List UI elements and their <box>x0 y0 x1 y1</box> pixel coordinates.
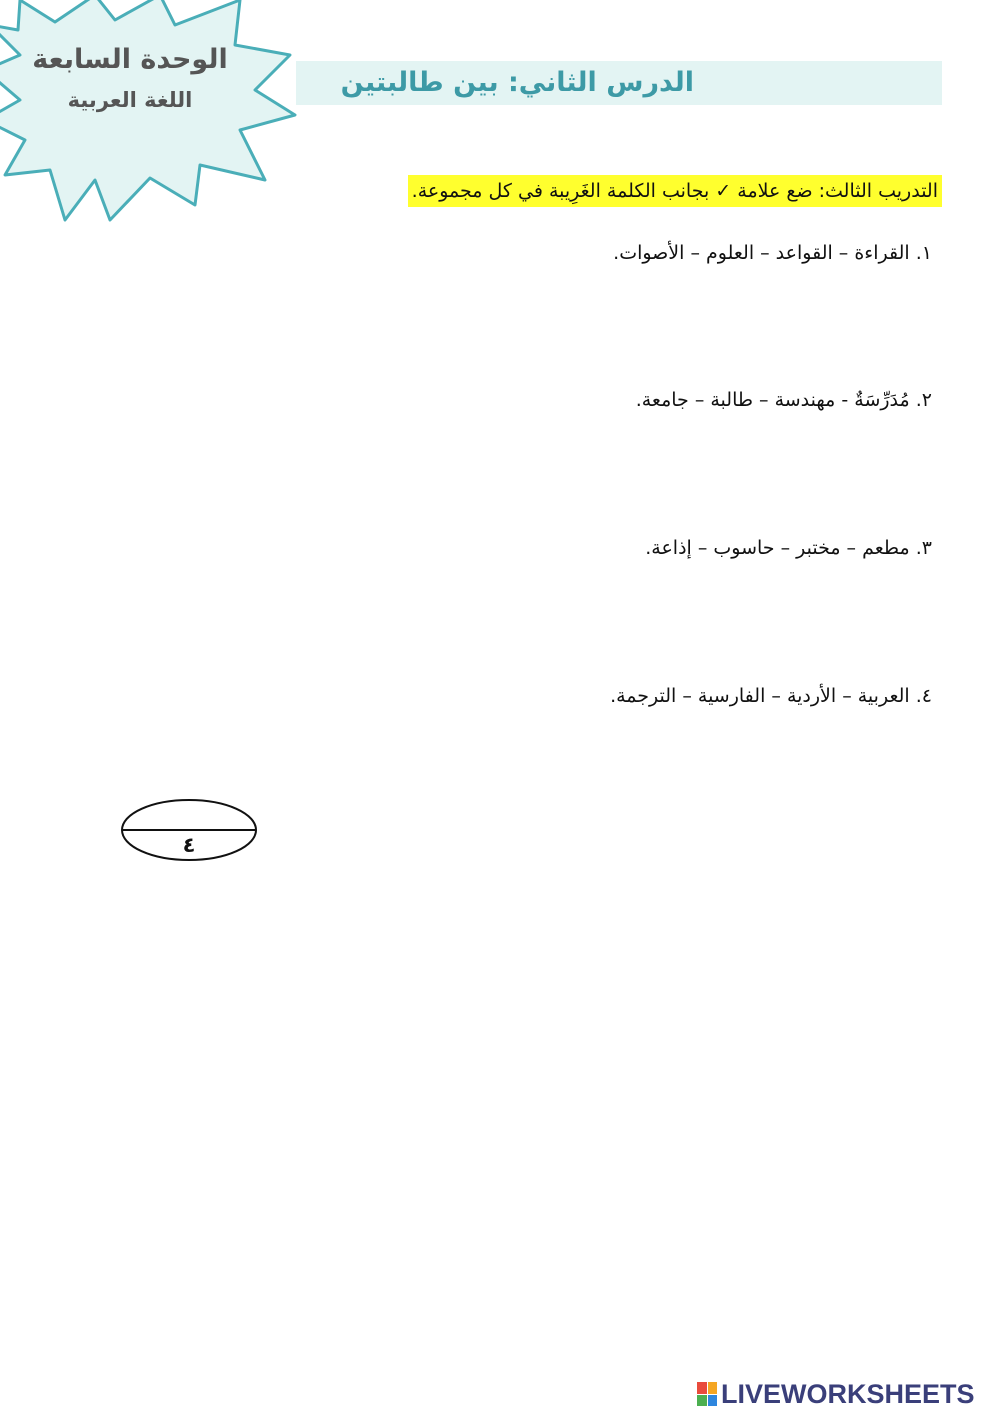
item-number: ٤. <box>915 685 932 707</box>
score-total: ٤ <box>182 833 196 857</box>
lesson-title: الدرس الثاني: بين طالبتين <box>340 67 694 98</box>
item-text: القراءة – القواعد – العلوم – الأصوات. <box>613 242 910 264</box>
item-number: ٢. <box>915 389 932 411</box>
item-number: ٣. <box>915 537 932 559</box>
item-text: مُدَرِّسَةٌ - مهندسة – طالبة – جامعة. <box>635 389 910 411</box>
exercise-item-4[interactable] <box>610 681 932 711</box>
unit-title: الوحدة السابعة <box>32 44 228 75</box>
unit-subtitle: اللغة العربية <box>67 88 193 112</box>
unit-badge <box>0 0 300 240</box>
exercise-instruction: التدريب الثالث: ضع علامة ✓ بجانب الكلمة الغَرِيبة في كل مجموعة. <box>408 175 942 207</box>
starburst-badge-icon <box>0 0 300 240</box>
lesson-title-bar <box>296 61 942 105</box>
item-number: ١. <box>915 242 932 264</box>
item-text: العربية – الأردية – الفارسية – الترجمة. <box>610 685 910 707</box>
exercise-item-2[interactable] <box>636 385 932 415</box>
liveworksheets-logo <box>697 1378 975 1410</box>
exercise-item-1[interactable] <box>613 238 932 268</box>
exercise-item-3[interactable] <box>645 533 932 563</box>
item-text: مطعم – مختبر – حاسوب – إذاعة. <box>645 537 910 559</box>
logo-text: LIVEWORKSHEETS <box>721 1378 975 1409</box>
logo-mark-icon <box>697 1382 717 1406</box>
